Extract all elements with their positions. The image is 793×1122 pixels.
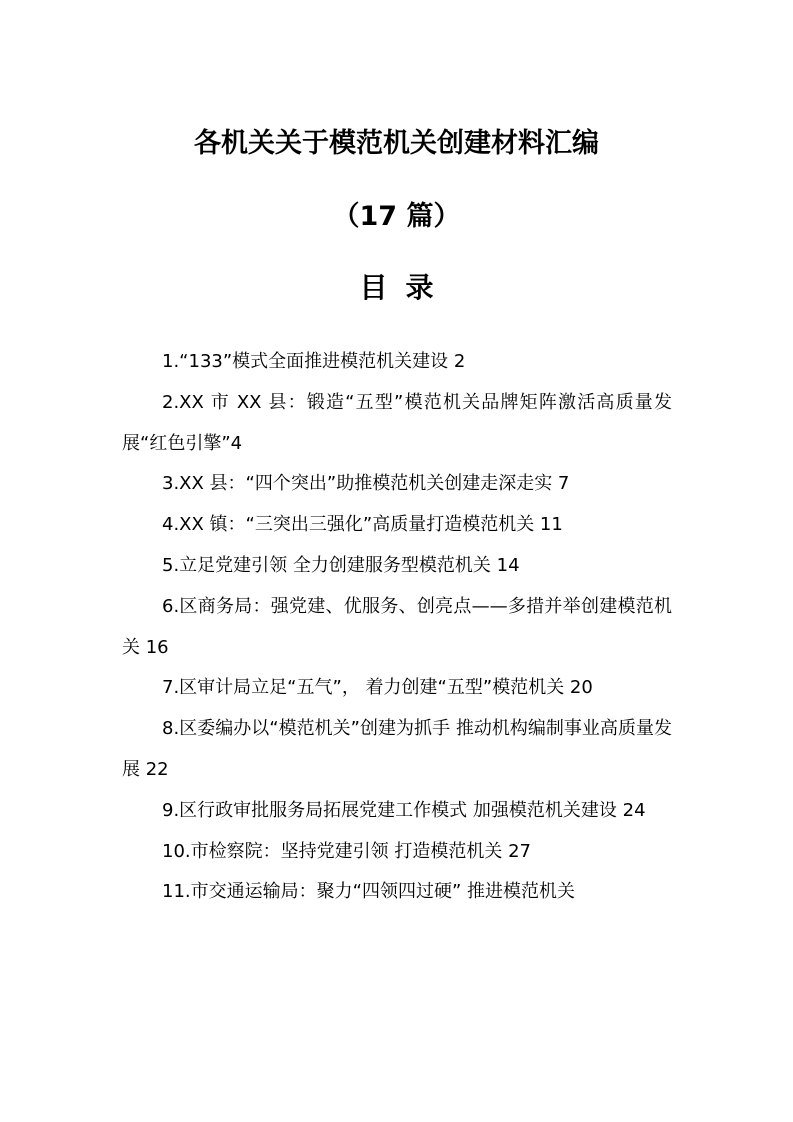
toc-item-5: 5.立足党建引领 全力创建服务型模范机关 14 [162,554,520,576]
table-of-contents [122,342,672,913]
toc-item-10: 10.市检察院：坚持党建引领 打造模范机关 27 [162,840,531,862]
toc-item-3: 3.XX 县：“四个突出”助推模范机关创建走深走实 7 [162,473,570,495]
document-subtitle: （17 篇） [332,201,461,232]
toc-item-4: 4.XX 镇：“三突出三强化”高质量打造模范机关 11 [162,514,563,536]
toc-item-8: 8.区委编办以“模范机关”创建为抓手 推动机构编制事业高质量发展 22 [122,718,672,780]
document-title: 各机关关于模范机关创建材料汇编 [194,128,599,159]
toc-item-11: 11.市交通运输局：聚力“四领四过硬” 推进模范机关 [162,881,575,903]
toc-item-6: 6.区商务局：强党建、优服务、创亮点——多措并举创建模范机关 16 [122,595,672,658]
toc-item-7: 7.区审计局立足“五气”， 着力创建“五型”模范机关 20 [162,677,593,699]
toc-item-9: 9.区行政审批服务局拓展党建工作模式 加强模范机关建设 24 [162,799,646,821]
toc-item-1: 1.“133”模式全面推进模范机关建设 2 [162,351,466,372]
toc-item-2: 2.XX 市 XX 县：锻造“五型”模范机关品牌矩阵激活高质量发展“红色引擎”4 [122,391,672,454]
toc-heading: 目录 [359,271,452,304]
